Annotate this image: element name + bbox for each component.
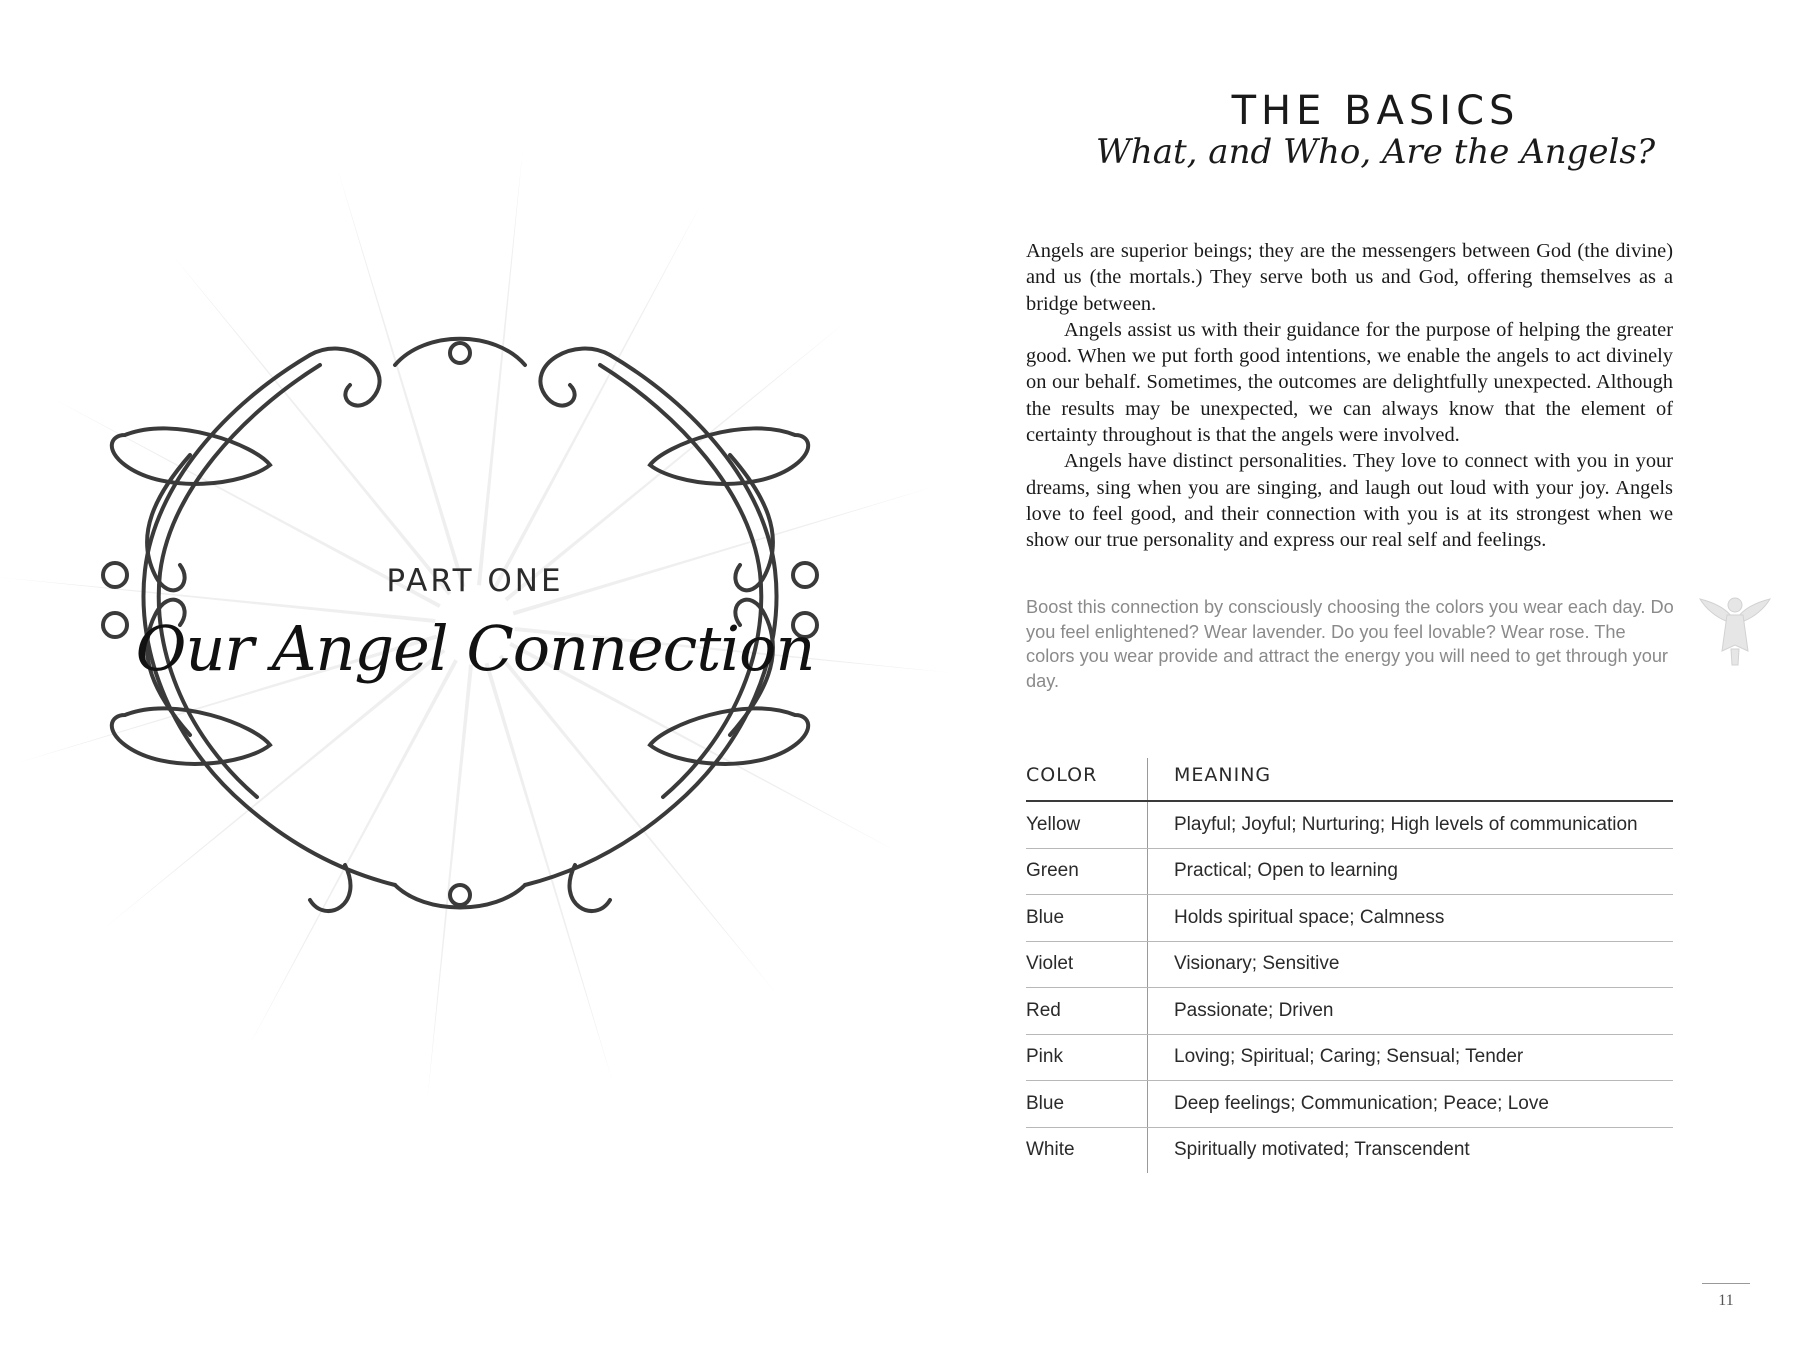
meaning-cell: Visionary; Sensitive xyxy=(1174,953,1340,975)
meaning-cell: Deep feelings; Communication; Peace; Love xyxy=(1174,1092,1549,1114)
meaning-cell: Playful; Joyful; Nurturing; High levels of communication xyxy=(1174,813,1638,835)
table-row xyxy=(1026,848,1673,895)
tip-text: Boost this connection by consciously choosing the colors you wear each day. Do you feel enlightened? Wear lavender. Do you feel lovable? Wear rose. The colors you wear provide and attract the energy you will need to get through your day. xyxy=(1026,597,1674,691)
body-paragraph: Angels assist us with their guidance for the purpose of helping the greater good. When we put forth good intentions, we enable the angels to act divinely on our behalf. Sometimes, the outcomes are delightfully unexpected. Although the results may be unexpected, we can always know that the element of certainty throughout is that the angels were involved. xyxy=(1026,318,1673,447)
color-cell: Blue xyxy=(1026,1081,1148,1127)
part-title: Our Angel Connection xyxy=(135,612,815,685)
color-cell: Yellow xyxy=(1026,802,1148,848)
body-text xyxy=(1026,238,1673,554)
body-paragraph: Angels have distinct personalities. They love to connect with you in your dreams, sing when you are singing, and laugh out loud with your joy. Angels love to feel good, and their connection with you is at its strongest when we show our true personality and express our real self and feelings. xyxy=(1026,450,1673,552)
meaning-cell: Loving; Spiritual; Caring; Sensual; Tender xyxy=(1174,1046,1524,1068)
table-row xyxy=(1026,941,1673,988)
page-heading: THE BASICS xyxy=(1231,88,1520,134)
table-row xyxy=(1026,1080,1673,1127)
page-number: 11 xyxy=(1718,1292,1734,1309)
color-cell: Blue xyxy=(1026,895,1148,941)
color-cell: Pink xyxy=(1026,1035,1148,1081)
page-number-rule xyxy=(1702,1283,1750,1284)
color-cell: White xyxy=(1026,1128,1148,1174)
table-row xyxy=(1026,987,1673,1034)
meaning-cell: Practical; Open to learning xyxy=(1174,860,1398,882)
page-subheading: What, and Who, Are the Angels? xyxy=(1095,132,1656,172)
table-row xyxy=(1026,802,1673,848)
table-header-meaning: MEANING xyxy=(1174,764,1272,786)
meaning-cell: Spiritually motivated; Transcendent xyxy=(1174,1139,1470,1161)
table-row xyxy=(1026,1127,1673,1174)
color-cell: Red xyxy=(1026,988,1148,1034)
color-meaning-table xyxy=(1026,758,1673,1173)
table-row xyxy=(1026,1034,1673,1081)
color-cell: Violet xyxy=(1026,942,1148,988)
table-header-color: COLOR xyxy=(1026,758,1148,800)
body-paragraph: Angels are superior beings; they are the messengers between God (the divine) and us (the mortals.) They serve both us and God, offering themselves as a bridge between. xyxy=(1026,240,1673,315)
meaning-cell: Passionate; Driven xyxy=(1174,999,1334,1021)
table-row xyxy=(1026,894,1673,941)
angel-icon xyxy=(1696,587,1774,667)
part-label: PART ONE xyxy=(386,563,564,599)
right-page xyxy=(950,0,1801,1350)
meaning-cell: Holds spiritual space; Calmness xyxy=(1174,906,1445,928)
table-header-row xyxy=(1026,758,1673,802)
color-cell: Green xyxy=(1026,849,1148,895)
